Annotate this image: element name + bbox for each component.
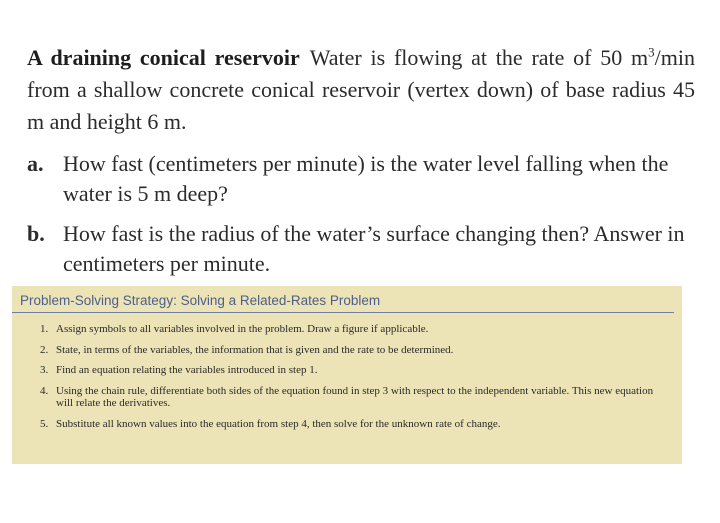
step-4-number: 4. — [40, 384, 49, 397]
step-2-text: State, in terms of the variables, the information that is given and the rate to be determined. — [56, 343, 454, 356]
strategy-step-3 — [12, 364, 682, 377]
strategy-step-1 — [12, 323, 682, 336]
step-3-text: Find an equation relating the variables introduced in step 1. — [56, 364, 318, 376]
step-5-number: 5. — [40, 417, 49, 430]
part-b-text: How fast is the radius of the water’s surface changing then? Answer in centimeters per minute. — [63, 221, 685, 276]
part-a — [27, 149, 695, 209]
intro-text-start: Water is flowing at the rate of 50 m — [309, 45, 649, 70]
part-b — [27, 219, 695, 279]
strategy-steps — [12, 323, 682, 430]
step-2-number: 2. — [40, 343, 49, 356]
step-3-number: 3. — [40, 364, 49, 376]
problem-statement — [27, 42, 695, 279]
strategy-box — [12, 286, 682, 464]
step-1-number: 1. — [40, 323, 49, 335]
problem-heading: A draining conical reservoir — [27, 45, 300, 70]
part-b-letter: b. — [27, 221, 45, 246]
step-5-text: Substitute all known values into the equation from step 4, then solve for the unknown rate of change. — [56, 417, 501, 430]
strategy-step-2 — [12, 344, 682, 357]
strategy-step-5 — [12, 418, 682, 431]
units-exponent: 3 — [648, 44, 655, 60]
step-1-text: Assign symbols to all variables involved in the problem. Draw a figure if applicable. — [56, 323, 429, 335]
strategy-step-4 — [12, 385, 682, 410]
part-a-text: How fast (centimeters per minute) is the water level falling when the water is 5 m deep? — [63, 151, 669, 206]
intro-text-end: /min from a shallow concrete conical reservoir (vertex down) of base radius 45 m and height 6 m. — [27, 45, 695, 134]
strategy-title: Problem-Solving Strategy: Solving a Related-Rates Problem — [12, 286, 674, 313]
step-4-text: Using the chain rule, differentiate both sides of the equation found in step 3 with respect to the independent variable. This new equation will relate the derivatives. — [56, 384, 654, 409]
part-a-letter: a. — [27, 151, 44, 176]
problem-intro — [27, 42, 695, 138]
